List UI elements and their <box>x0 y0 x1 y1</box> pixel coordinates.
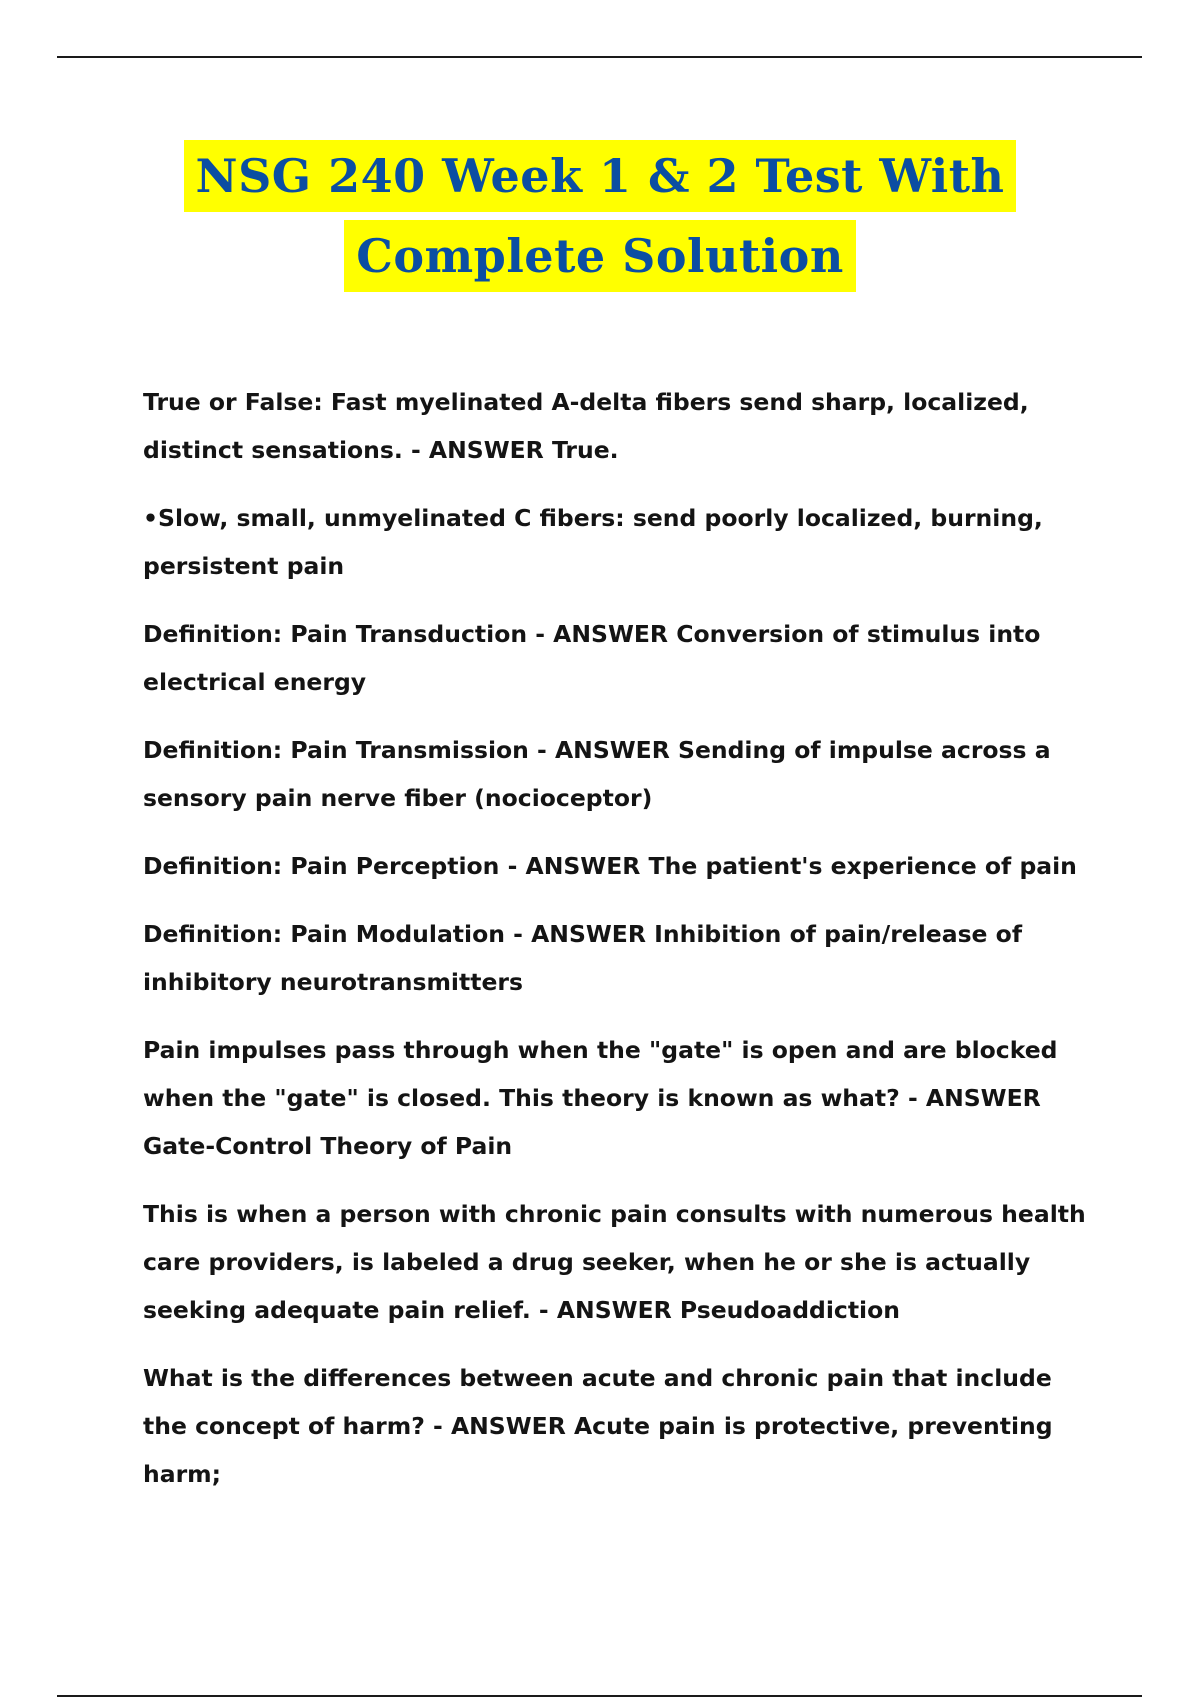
title-line-1: NSG 240 Week 1 & 2 Test With <box>184 140 1017 212</box>
top-rule <box>57 56 1142 58</box>
qa-item-pain-transduction: Definition: Pain Transduction - ANSWER Conversion of stimulus into electrical energy <box>143 620 1041 696</box>
document-title <box>0 140 1200 300</box>
qa-item-pain-modulation: Definition: Pain Modulation - ANSWER Inhibition of pain/release of inhibitory neurotransmitters <box>143 920 1023 996</box>
qa-item-pain-transmission: Definition: Pain Transmission - ANSWER Sending of impulse across a sensory pain nerve fiber (nocioceptor) <box>143 736 1051 812</box>
qa-item-a-delta-fibers: True or False: Fast myelinated A-delta fibers send sharp, localized, distinct sensations. - ANSWER True. <box>143 388 1029 464</box>
qa-item-pain-perception: Definition: Pain Perception - ANSWER The patient's experience of pain <box>143 852 1077 880</box>
document-body <box>143 378 1103 1518</box>
bottom-rule <box>57 1695 1142 1697</box>
title-line-2: Complete Solution <box>344 220 856 292</box>
qa-item-c-fibers: •Slow, small, unmyelinated C fibers: send poorly localized, burning, persistent pain <box>143 504 1043 580</box>
qa-item-pseudoaddiction: This is when a person with chronic pain consults with numerous health care providers, is labeled a drug seeker, when he or she is actually seeking adequate pain relief. - ANSWER Pseudoaddiction <box>143 1200 1086 1324</box>
qa-item-acute-vs-chronic: What is the differences between acute and chronic pain that include the concept of harm? - ANSWER Acute pain is protective, preventing harm; <box>143 1364 1053 1488</box>
qa-item-gate-control: Pain impulses pass through when the "gate" is open and are blocked when the "gate" is closed. This theory is known as what? - ANSWER Gate-Control Theory of Pain <box>143 1036 1058 1160</box>
